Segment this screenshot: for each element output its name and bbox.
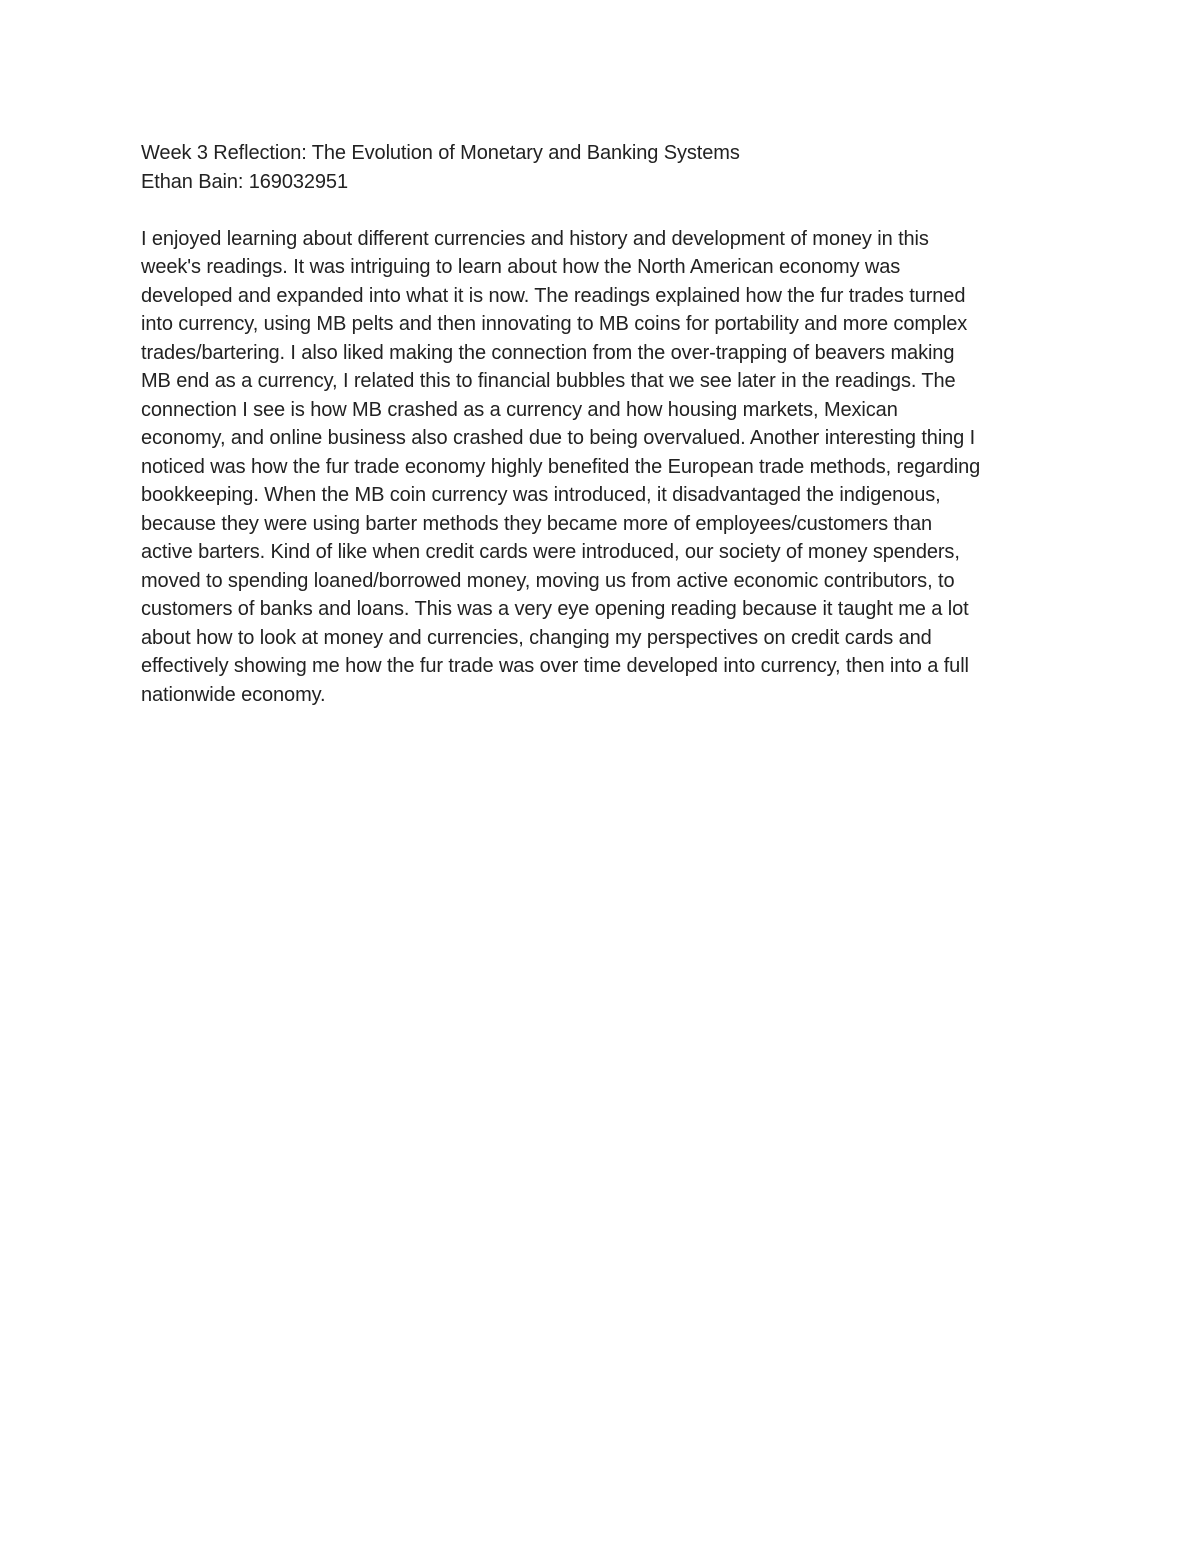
body-line: because they were using barter methods they became more of employees/customers than	[141, 512, 933, 535]
body-line: effectively showing me how the fur trade was over time developed into currency, then into a full	[141, 655, 969, 677]
body-paragraph	[141, 225, 1071, 710]
body-line: active barters. Kind of like when credit cards were introduced, our society of money spenders,	[141, 541, 960, 563]
body-line: moved to spending loaned/borrowed money, moving us from active economic contributors, to	[141, 569, 955, 592]
body-line: bookkeeping. When the MB coin currency was introduced, it disadvantaged the indigenous,	[141, 484, 941, 506]
paragraph-spacer	[141, 196, 1071, 225]
body-line: into currency, using MB pelts and then innovating to MB coins for portability and more complex	[141, 313, 968, 335]
body-line: connection I see is how MB crashed as a currency and how housing markets, Mexican	[141, 398, 898, 421]
body-line: nationwide economy.	[141, 683, 326, 706]
document-title: Week 3 Reflection: The Evolution of Monetary and Banking Systems	[141, 142, 740, 164]
body-line: noticed was how the fur trade economy highly benefited the European trade methods, regarding	[141, 455, 981, 478]
body-line: I enjoyed learning about different currencies and history and development of money in this	[141, 227, 929, 250]
body-line: about how to look at money and currencies, changing my perspectives on credit cards and	[141, 626, 932, 649]
body-line: MB end as a currency, I related this to financial bubbles that we see later in the readings. The	[141, 370, 956, 392]
body-line: trades/bartering. I also liked making the connection from the over-trapping of beavers making	[141, 341, 955, 364]
body-line: customers of banks and loans. This was a very eye opening reading because it taught me a lot	[141, 598, 969, 620]
body-line: developed and expanded into what it is now. The readings explained how the fur trades turned	[141, 284, 966, 307]
body-line: economy, and online business also crashed due to being overvalued. Another interesting thing I	[141, 427, 976, 449]
author-line: Ethan Bain: 169032951	[141, 170, 348, 193]
document-content	[141, 139, 1071, 709]
body-line: week's readings. It was intriguing to learn about how the North American economy was	[141, 256, 901, 278]
